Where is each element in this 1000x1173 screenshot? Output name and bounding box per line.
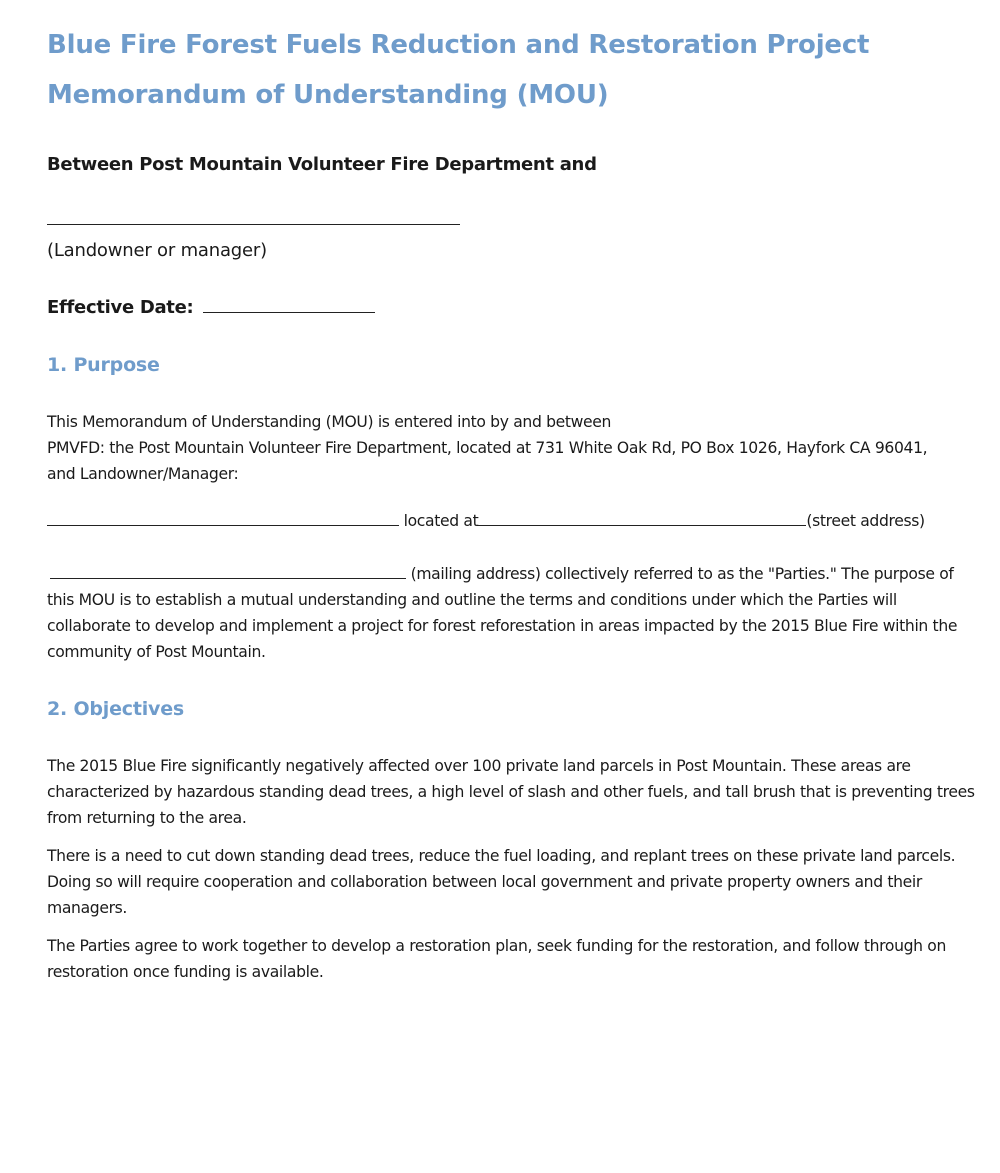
landowner-blank-line[interactable]	[47, 204, 460, 225]
title-line-2: Memorandum of Understanding (MOU)	[47, 80, 609, 110]
effective-date-label: Effective Date:	[47, 297, 194, 318]
title-line-1: Blue Fire Forest Fuels Reduction and Restoration Project	[47, 30, 870, 60]
purpose-line: This Memorandum of Understanding (MOU) is entered into by and between	[47, 413, 612, 431]
document-title	[47, 20, 977, 120]
section-heading-objectives: 2. Objectives	[47, 698, 185, 720]
street-address-blank[interactable]	[478, 507, 806, 526]
mou-document	[47, 20, 977, 985]
between-parties-heading: Between Post Mountain Volunteer Fire Department and	[47, 154, 597, 175]
landowner-name-field[interactable]	[47, 204, 977, 224]
mailing-address-blank[interactable]	[50, 560, 406, 579]
purpose-line: and Landowner/Manager:	[47, 465, 239, 483]
street-address-label: (street address)	[806, 512, 925, 530]
effective-date-blank[interactable]	[203, 294, 375, 313]
objectives-paragraph: The 2015 Blue Fire significantly negatively affected over 100 private land parcels in Post Mountain. These areas are characterized by hazardous standing dead trees, a high level of slash and other fuels, and tall brush that is preventing trees from returning to the area.	[47, 757, 975, 827]
effective-date-row	[47, 294, 977, 321]
mailing-address-paragraph	[47, 560, 977, 665]
landowner-label: (Landowner or manager)	[47, 240, 267, 261]
objectives-paragraph: There is a need to cut down standing dead trees, reduce the fuel loading, and replant trees on these private land parcels. Doing so will require cooperation and collaboration between local government and private property owners and their managers.	[47, 847, 956, 917]
landowner-manager-blank[interactable]	[47, 507, 399, 526]
section-heading-purpose: 1. Purpose	[47, 354, 160, 376]
purpose-intro	[47, 409, 977, 487]
landowner-address-row	[47, 507, 977, 534]
located-at-label: located at	[403, 512, 479, 530]
mailing-address-text: (mailing address) collectively referred to as the "Parties." The purpose of this MOU is to establish a mutual understanding and outline the terms and conditions under which the Parties will collaborate to develop and implement a project for forest reforestation in areas impacted by the 2015 Blue Fire within the community of Post Mountain.	[47, 565, 958, 661]
objectives-paragraph: The Parties agree to work together to develop a restoration plan, seek funding for the restoration, and follow through on restoration once funding is available.	[47, 937, 947, 981]
purpose-line: PMVFD: the Post Mountain Volunteer Fire Department, located at 731 White Oak Rd, PO Box 1026, Hayfork CA 96041,	[47, 439, 928, 457]
